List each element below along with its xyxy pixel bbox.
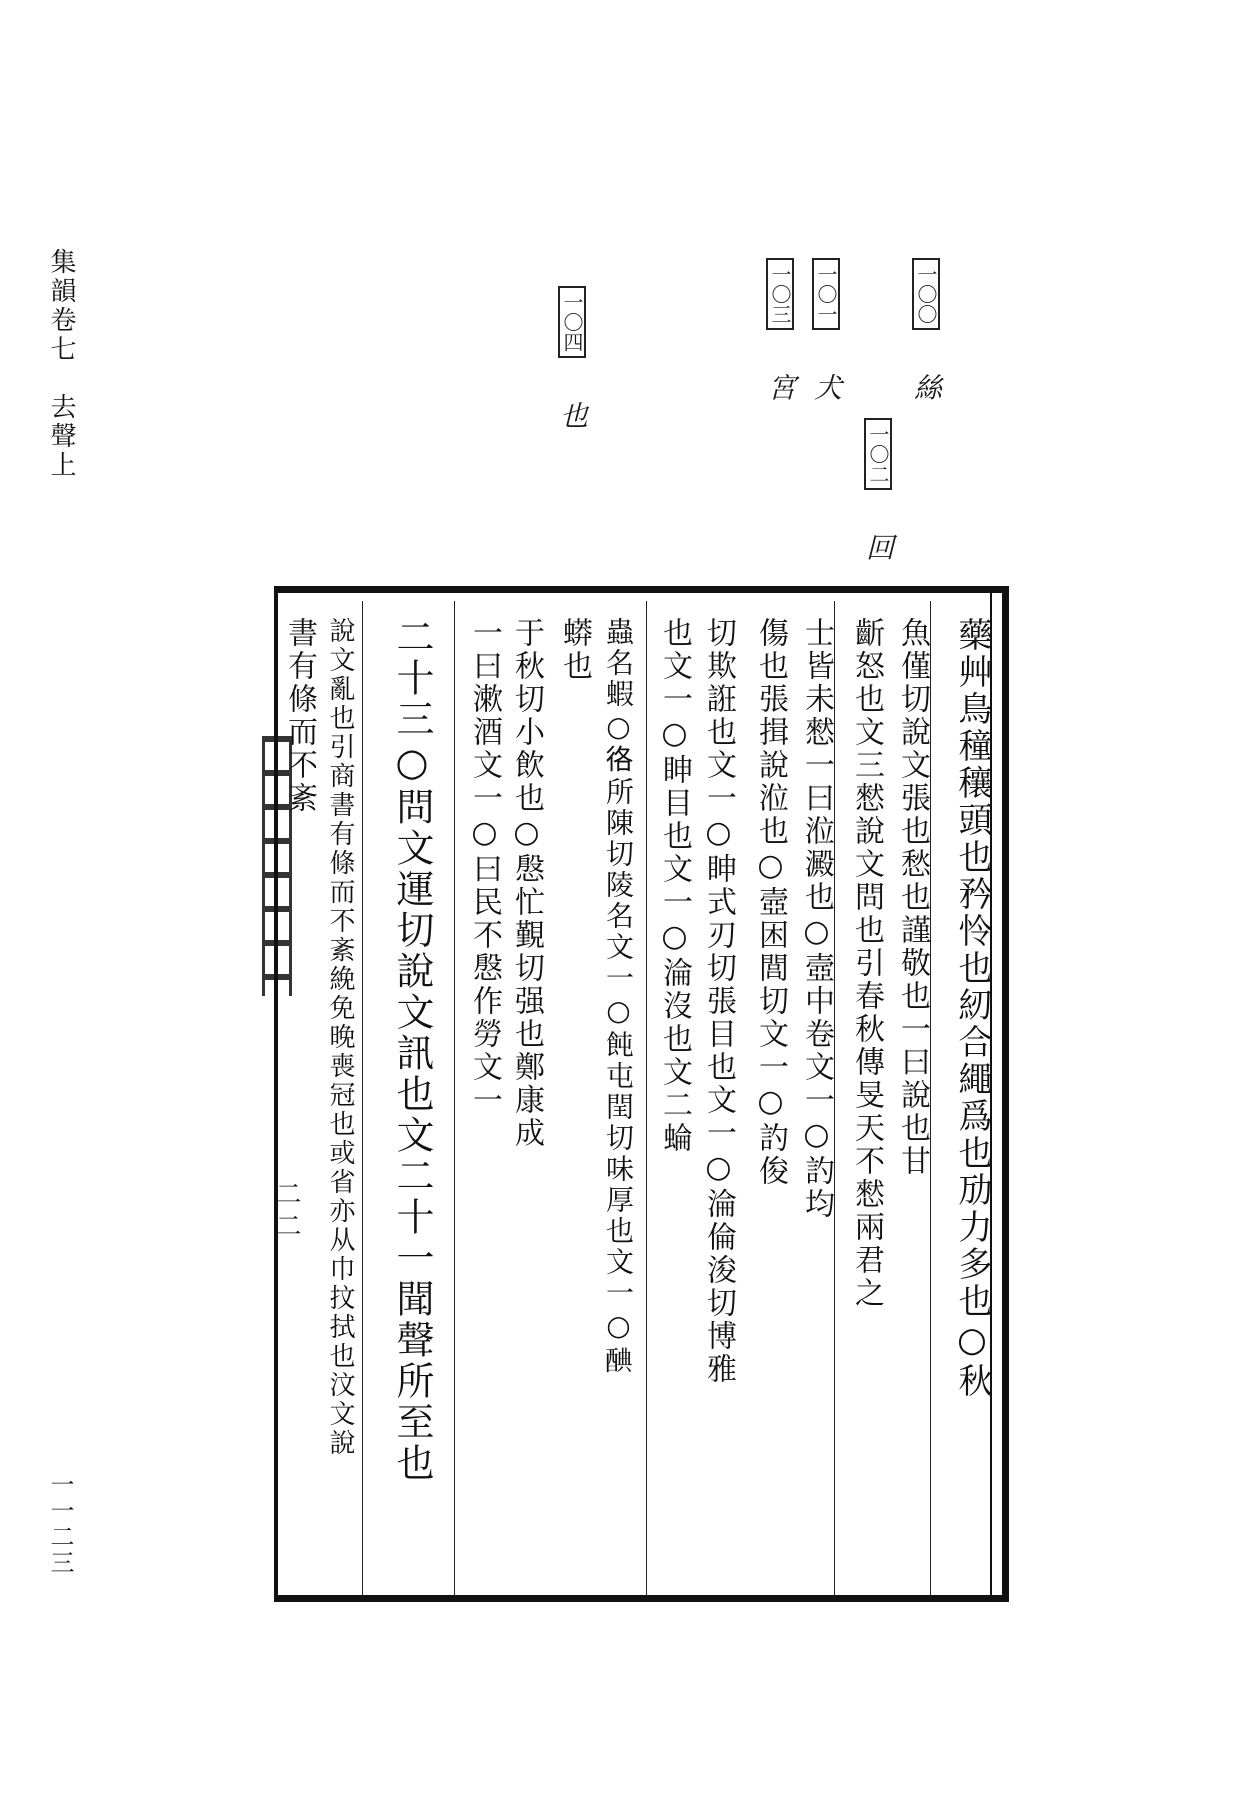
collation-note — [764, 258, 797, 405]
collation-note — [810, 258, 843, 405]
text-column — [696, 603, 740, 1593]
text-column — [374, 603, 450, 1593]
column-text: 傷也張揖說涖也○壼困閭切文一○訋俊 — [753, 617, 788, 1188]
collation-note-text: 回 — [862, 533, 895, 565]
text-column — [794, 603, 838, 1593]
column-text: 一曰漱酒文一○曰民不慇作勞文一 — [467, 617, 502, 1117]
running-title: 集韻卷七 去聲上 — [46, 248, 76, 480]
text-column — [280, 603, 318, 1593]
collation-note — [910, 258, 943, 405]
column-text: 也文一○眒目也文一○淪沒也文二蜦 — [657, 617, 692, 1155]
collation-note-number: 一〇〇 — [912, 258, 940, 330]
column-text: 說文亂也引商書有條而不紊絻免晚喪冠也或省亦从巾抆拭也汶文說 — [325, 617, 355, 1458]
collation-note — [862, 418, 895, 565]
collation-note-number: 一〇四 — [558, 286, 586, 358]
column-text: 蟲名蝦○𢓜所陳切陵名文一○飩屯閏切味厚也文一○𨡏 — [602, 617, 635, 1376]
page-number: 一一二三 — [46, 1472, 74, 1576]
collation-note-number: 一〇一 — [812, 258, 840, 330]
collation-note-text: 也 — [556, 401, 589, 433]
column-text: 士皆未憖一曰涖澱也○壼中卷文一○訋均 — [799, 617, 834, 1221]
collation-note — [556, 286, 589, 433]
column-rule — [362, 601, 363, 1595]
collation-note-text: 犬 — [810, 373, 843, 405]
column-text: 切欺誑也文一○眒式刃切張目也文一○淪倫浚切博雅 — [701, 617, 736, 1386]
text-column — [652, 603, 696, 1593]
column-rule — [646, 601, 647, 1595]
printed-text-frame — [274, 586, 1009, 1602]
collation-note-text: 絲 — [910, 373, 943, 405]
text-column — [318, 603, 362, 1593]
text-column — [844, 603, 888, 1593]
column-rule — [454, 601, 455, 1595]
text-column — [748, 603, 792, 1593]
text-column — [938, 603, 1006, 1593]
text-column — [596, 603, 640, 1593]
collation-note-number: 一〇二 — [864, 418, 892, 490]
text-column — [890, 603, 934, 1593]
text-column — [504, 603, 548, 1593]
block-center-number: 二二 — [271, 1180, 301, 1244]
text-column — [462, 603, 506, 1593]
collation-note-text: 宮 — [764, 373, 797, 405]
collation-note-number: 一〇三 — [766, 258, 794, 330]
text-column — [552, 603, 596, 1593]
column-text: 齗怒也文三憖說文問也引春秋傳旻天不憖兩君之 — [849, 617, 884, 1310]
column-text: 于秋切小飲也○慇忙覲切强也鄭康成 — [509, 617, 544, 1150]
column-text: 蟒也 — [557, 617, 592, 683]
column-text: 魚僅切說文張也愁也謹敬也一曰說也甘 — [895, 617, 930, 1178]
column-text: 書有條而不紊 — [282, 617, 317, 815]
column-text: 藥艸鳥穜穰頭也矜怜也紉合繩爲也劢力多也○秋 — [952, 617, 992, 1400]
column-text: 二十三○問文運切說文訊也文二十一聞聲所至也 — [390, 617, 434, 1484]
